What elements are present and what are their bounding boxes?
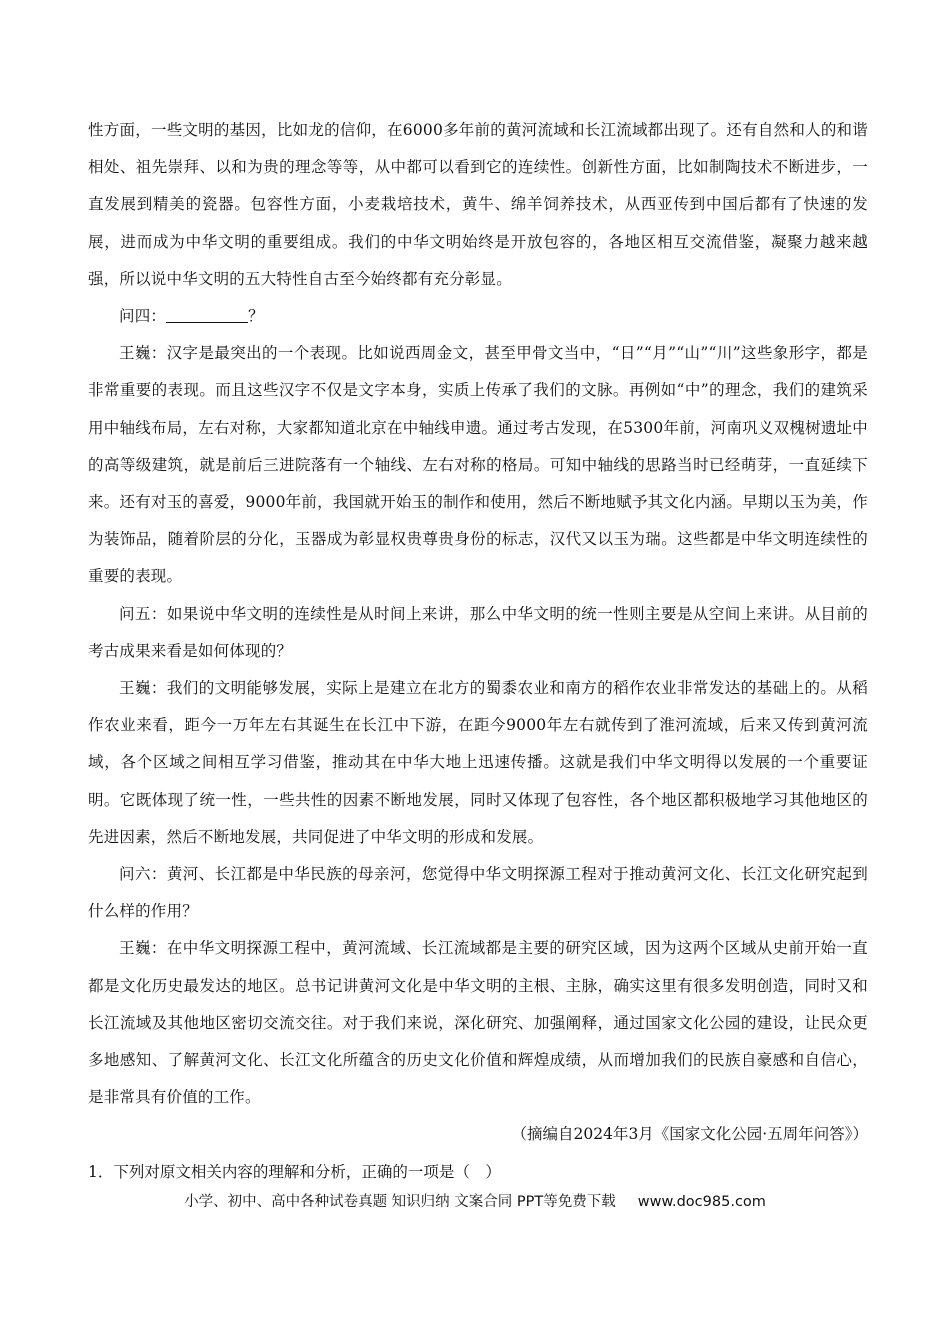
question-four-label: 问四： [119, 307, 167, 326]
answer-five: 王巍：我们的文明能够发展，实际上是建立在北方的蜀黍农业和南方的稻作农业非常发达的基础上的。从稻作农业来看，距今一万年左右其诞生在长江中下游，在距今9000年左右就传到了淮河流域，后来又传到黄河流域，各个区域之间相互学习借鉴，推动其在中华大地上迅速传播。这就是我们中华文明得以发展的一个重要证明。它既体现了统一性，一些共性的因素不断地发展，同时又体现了包容性，各个地区都积极地学习其他地区的先进因素，然后不断地发展，共同促进了中华文明的形成和发展。 [88, 679, 868, 846]
answer-blank [166, 307, 248, 324]
answer-four: 王巍：汉字是最突出的一个表现。比如说西周金文，甚至甲骨文当中，“日”“月”“山”“川”这些象形字，都是非常重要的表现。而且这些汉字不仅是文字本身，实质上传承了我们的文脉。再例如“中”的理念，我们的建筑采用中轴线布局，左右对称，大家都知道北京在中轴线申遗。通过考古发现，在5300年前，河南巩义双槐树遗址中的高等级建筑，就是前后三进院落有一个轴线、左右对称的格局。可知中轴线的思路当时已经萌芽，一直延续下来。还有对玉的喜爱，9000年前，我国就开始玉的制作和使用，然后不断地赋予其文化内涵。早期以玉为美，作为装饰品，随着阶层的分化，玉器成为彰显权贵尊贵身份的标志，汉代又以玉为瑞。这些都是中华文明连续性的重要的表现。 [88, 344, 868, 586]
document-body [88, 112, 868, 1191]
footer-text: 小学、初中、高中各种试卷真题 知识归纳 文案合同 PPT等免费下载 [184, 1194, 616, 1210]
footer [0, 1190, 950, 1211]
answer-six: 王巍：在中华文明探源工程中，黄河流域、长江流域都是主要的研究区域，因为这两个区域从史前开始一直都是文化历史最发达的地区。总书记讲黄河文化是中华文明的主根、主脉，确实这里有很多发明创造，同时又和长江流域及其他地区密切交流交往。对于我们来说，深化研究、加强阐释，通过国家文化公园的建设，让民众更多地感知、了解黄河文化、长江文化所蕴含的历史文化价值和辉煌成绩，从而增加我们的民族自豪感和自信心，是非常具有价值的工作。 [88, 939, 868, 1107]
question-five: 问五：如果说中华文明的连续性是从时间上来讲，那么中华文明的统一性则主要是从空间上来讲。从目前的考古成果来看是如何体现的？ [88, 604, 868, 660]
question-six: 问六：黄河、长江都是中华民族的母亲河，您觉得中华文明探源工程对于推动黄河文化、长江文化研究起到什么样的作用？ [88, 865, 868, 921]
footer-url[interactable]: www.doc985.com [637, 1194, 766, 1210]
source-citation: （摘编自2024年3月《国家文化公园·五周年问答》） [511, 1125, 868, 1144]
paragraph-continuation: 性方面，一些文明的基因，比如龙的信仰，在6000多年前的黄河流域和长江流域都出现了。还有自然和人的和谐相处、祖先崇拜、以和为贵的理念等等，从中都可以看到它的连续性。创新性方面，比如制陶技术不断进步，一直发展到精美的瓷器。包容性方面，小麦栽培技术，黄牛、绵羊饲养技术，从西亚传到中国后都有了快速的发展，进而成为中华文明的重要组成。我们的中华文明始终是开放包容的，各地区相互交流借鉴，凝聚力越来越强，所以说中华文明的五大特性自古至今始终都有充分彰显。 [88, 121, 868, 288]
question-four-mark: ？ [248, 307, 264, 326]
exam-question-1: 1．下列对原文相关内容的理解和分析，正确的一项是（ ） [88, 1162, 501, 1181]
question-four [88, 298, 868, 335]
